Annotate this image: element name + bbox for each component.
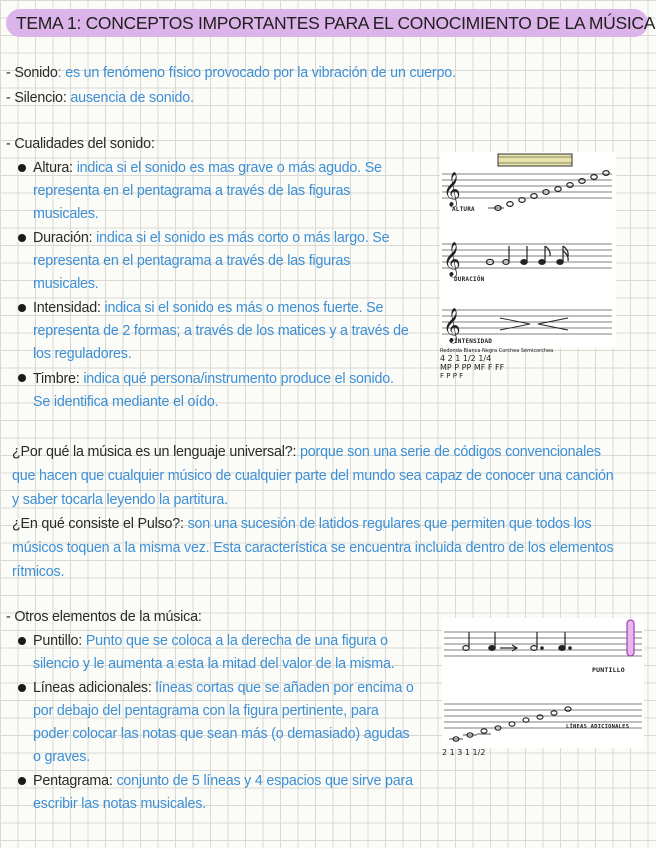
cualidad-intensidad-line3: los reguladores. [33, 346, 132, 362]
def-text: es un fenómeno físico provocado por la vibración de un cuerpo. [65, 65, 456, 81]
cualidad-timbre-line2: Se identifica mediante el oído. [33, 394, 219, 410]
otros-lineas-line3: poder colocar las notas que sean más (o demasiado) agudas [33, 726, 410, 742]
otros-puntillo-line2: silencio y le aumenta a esta la mitad del valor de la misma. [33, 656, 395, 672]
otros-text: Punto que se coloca a la derecha de una figura o [85, 633, 388, 649]
question-text: ¿Por qué la música es un lenguaje universal?: [12, 444, 297, 460]
question-universal-line1 [12, 441, 601, 465]
otros-text: líneas cortas que se añaden por encima o [155, 680, 414, 696]
cualidad-duracion-line1: Duración: indica si el sonido es más corto o más largo. Se [33, 230, 390, 246]
def-sep: : [62, 90, 71, 106]
duracion-figure-names: Redonda Blanca Negra Corchea Semicorchea [440, 348, 554, 354]
cualidad-text: indica qué persona/instrumento produce el sonido. [83, 371, 394, 387]
def-sep: : [57, 65, 66, 81]
altura-label: ALTURA [452, 206, 475, 213]
section-heading-otros: - Otros elementos de la música: [6, 609, 202, 625]
cualidad-text: indica si el sonido es más o menos fuerte. Se [104, 300, 384, 316]
page-title: TEMA 1: CONCEPTOS IMPORTANTES PARA EL CONOCIMIENTO DE LA MÚSICA [6, 9, 648, 37]
cualidad-altura-line2: representa en el pentagrama a través de las figuras [33, 183, 351, 199]
intensidad-top-marks: MP P PP MF F FF [440, 363, 505, 372]
bullet-dot [18, 637, 26, 645]
def-term: - Silencio [6, 90, 63, 106]
svg-text:𝄞: 𝄞 [443, 172, 461, 207]
answer-text: porque son una serie de códigos convencionales [300, 444, 601, 460]
cualidad-term: Intensidad [33, 300, 97, 316]
cualidad-text: indica si el sonido es más corto o más largo. Se [96, 230, 390, 246]
otros-pentagrama-line2: escribir las notas musicales. [33, 796, 206, 812]
question-text: ¿En qué consiste el Pulso?: [12, 516, 184, 532]
otros-term: Líneas adicionales [33, 680, 148, 696]
bullet-dot [18, 777, 26, 785]
intensidad-label: INTENSIDAD [454, 338, 493, 345]
cualidad-intensidad-line2: representa de 2 formas; a través de los matices y a través de [33, 323, 409, 339]
intensidad-bottom-marks: F P P F [440, 372, 464, 380]
otros-lineas-line1: Líneas adicionales: líneas cortas que se añaden por encima o [33, 680, 414, 696]
otros-term: Puntillo [33, 633, 79, 649]
def-silencio [6, 87, 194, 111]
otros-lineas-line4: o graves. [33, 749, 91, 765]
otros-pentagrama-line1: Pentagrama: conjunto de 5 líneas y 4 espacios que sirve para [33, 773, 413, 789]
svg-text:𝄞: 𝄞 [443, 242, 461, 277]
bullet-dot [18, 164, 26, 172]
cualidad-timbre-line1: Timbre: indica qué persona/instrumento produce el sonido. [33, 371, 394, 387]
cualidad-term: Duración [33, 230, 89, 246]
music-staff-illustrations [440, 152, 616, 348]
def-sonido [6, 62, 456, 86]
otros-music-figure [442, 618, 644, 757]
cualidad-altura-line1: Altura: indica si el sonido es mas grave o más agudo. Se [33, 160, 382, 176]
cualidad-duracion-line2: representa en el pentagrama a través de las figuras [33, 253, 351, 269]
cualidad-intensidad-line1: Intensidad: indica si el sonido es más o menos fuerte. Se [33, 300, 384, 316]
question-pulso-line2: músicos toquen a la misma vez. Esta característica se encuentra incluida dentro de los elementos [12, 540, 614, 556]
def-term: - Sonido [6, 65, 58, 81]
lineas-adicionales-label: LÍNEAS ADICIONALES [566, 724, 630, 730]
svg-text:𝄞: 𝄞 [443, 308, 461, 343]
otros-term: Pentagrama [33, 773, 109, 789]
cualidad-text: indica si el sonido es mas grave o más agudo. Se [76, 160, 382, 176]
otros-lineas-line2: por debajo del pentagrama con la figura pertinente, para [33, 703, 379, 719]
question-pulso-line3: rítmicos. [12, 564, 65, 580]
question-pulso-line1 [12, 513, 591, 537]
puntillo-label: PUNTILLO [592, 666, 625, 674]
def-text: ausencia de sonido. [70, 90, 194, 106]
otros-puntillo-line1: Puntillo: Punto que se coloca a la derecha de una figura o [33, 633, 388, 649]
duracion-label: DURACIÓN [454, 276, 485, 283]
otros-text: conjunto de 5 líneas y 4 espacios que sirve para [116, 773, 413, 789]
answer-text: son una sucesión de latidos regulares que permiten que todos los [187, 516, 592, 532]
bullet-dot [18, 374, 26, 382]
bullet-dot [18, 684, 26, 692]
section-heading-cualidades: - Cualidades del sonido: [6, 136, 155, 152]
puntillo-values: 2 1 3 1 1/2 [442, 748, 486, 757]
cualidad-altura-line3: musicales. [33, 206, 99, 222]
bullet-dot [18, 304, 26, 312]
question-universal-line2: que hacen que cualquier músico de cualquier parte del mundo sea capaz de conocer una canción [12, 468, 614, 484]
cualidades-music-figure [440, 152, 616, 380]
bullet-dot [18, 234, 26, 242]
cualidad-term: Timbre [33, 371, 76, 387]
cualidad-term: Altura [33, 160, 70, 176]
question-universal-line3: y saber tocarla leyendo la partitura. [12, 492, 228, 508]
duracion-values: 4 2 1 1/2 1/4 [440, 354, 492, 363]
cualidad-duracion-line3: musicales. [33, 276, 99, 292]
